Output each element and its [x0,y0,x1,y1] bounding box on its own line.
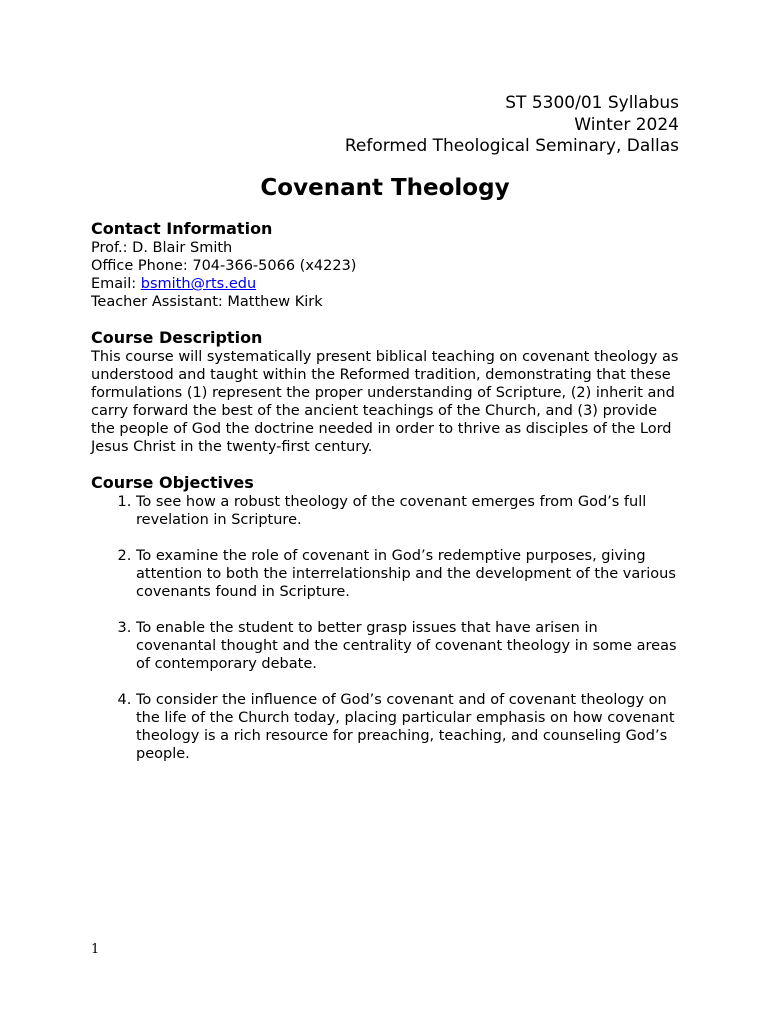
description-heading: Course Description [91,328,263,347]
page-number: 1 [91,942,100,957]
email-label: Email: [91,276,141,292]
list-item: 3. To enable the student to better grasp issues that have arisen in covenantal thought and the centrality of covenant theology in some areas of contemporary debate. [136,619,681,673]
office-phone: Office Phone: 704-366-5066 (x4223) [91,258,357,274]
professor-name: Prof.: D. Blair Smith [91,240,233,256]
description-text: This course will systematically present biblical teaching on covenant theology as understood and taught within the Reformed tradition, demonstrating that these formulations (1) represent the proper understanding of Scripture, (2) inherit and carry forward the best of the ancient teachings of the Church, and (3) provide the people of God the doctrine needed in order to thrive as disciples of the Lord Jesus Christ in the twenty-first century. [91,349,679,455]
objectives-list [91,493,681,763]
course-code: ST 5300/01 Syllabus [505,93,679,113]
term: Winter 2024 [574,114,679,135]
list-item: 1. To see how a robust theology of the covenant emerges from God’s full revelation in Scripture. [136,493,681,529]
objectives-section [91,473,681,763]
course-header [345,93,679,158]
list-item: 2. To examine the role of covenant in God’s redemptive purposes, giving attention to both the interrelationship and the development of the various covenants found in Scripture. [136,547,681,601]
institution: Reformed Theological Seminary, Dallas [344,136,679,156]
contact-heading: Contact Information [91,219,273,238]
description-section [91,328,681,456]
email-line [91,275,681,293]
contact-section [91,219,681,311]
document-body [91,219,681,780]
page-title: Covenant Theology [260,175,510,201]
list-item: 4. To consider the influence of God’s covenant and of covenant theology on the life of the Church today, placing particular emphasis on how covenant theology is a rich resource for preaching, teaching, and counseling God’s people. [136,691,681,763]
objectives-heading: Course Objectives [91,473,254,492]
email-link[interactable]: bsmith@rts.edu [140,276,257,292]
teacher-assistant: Teacher Assistant: Matthew Kirk [91,294,323,310]
